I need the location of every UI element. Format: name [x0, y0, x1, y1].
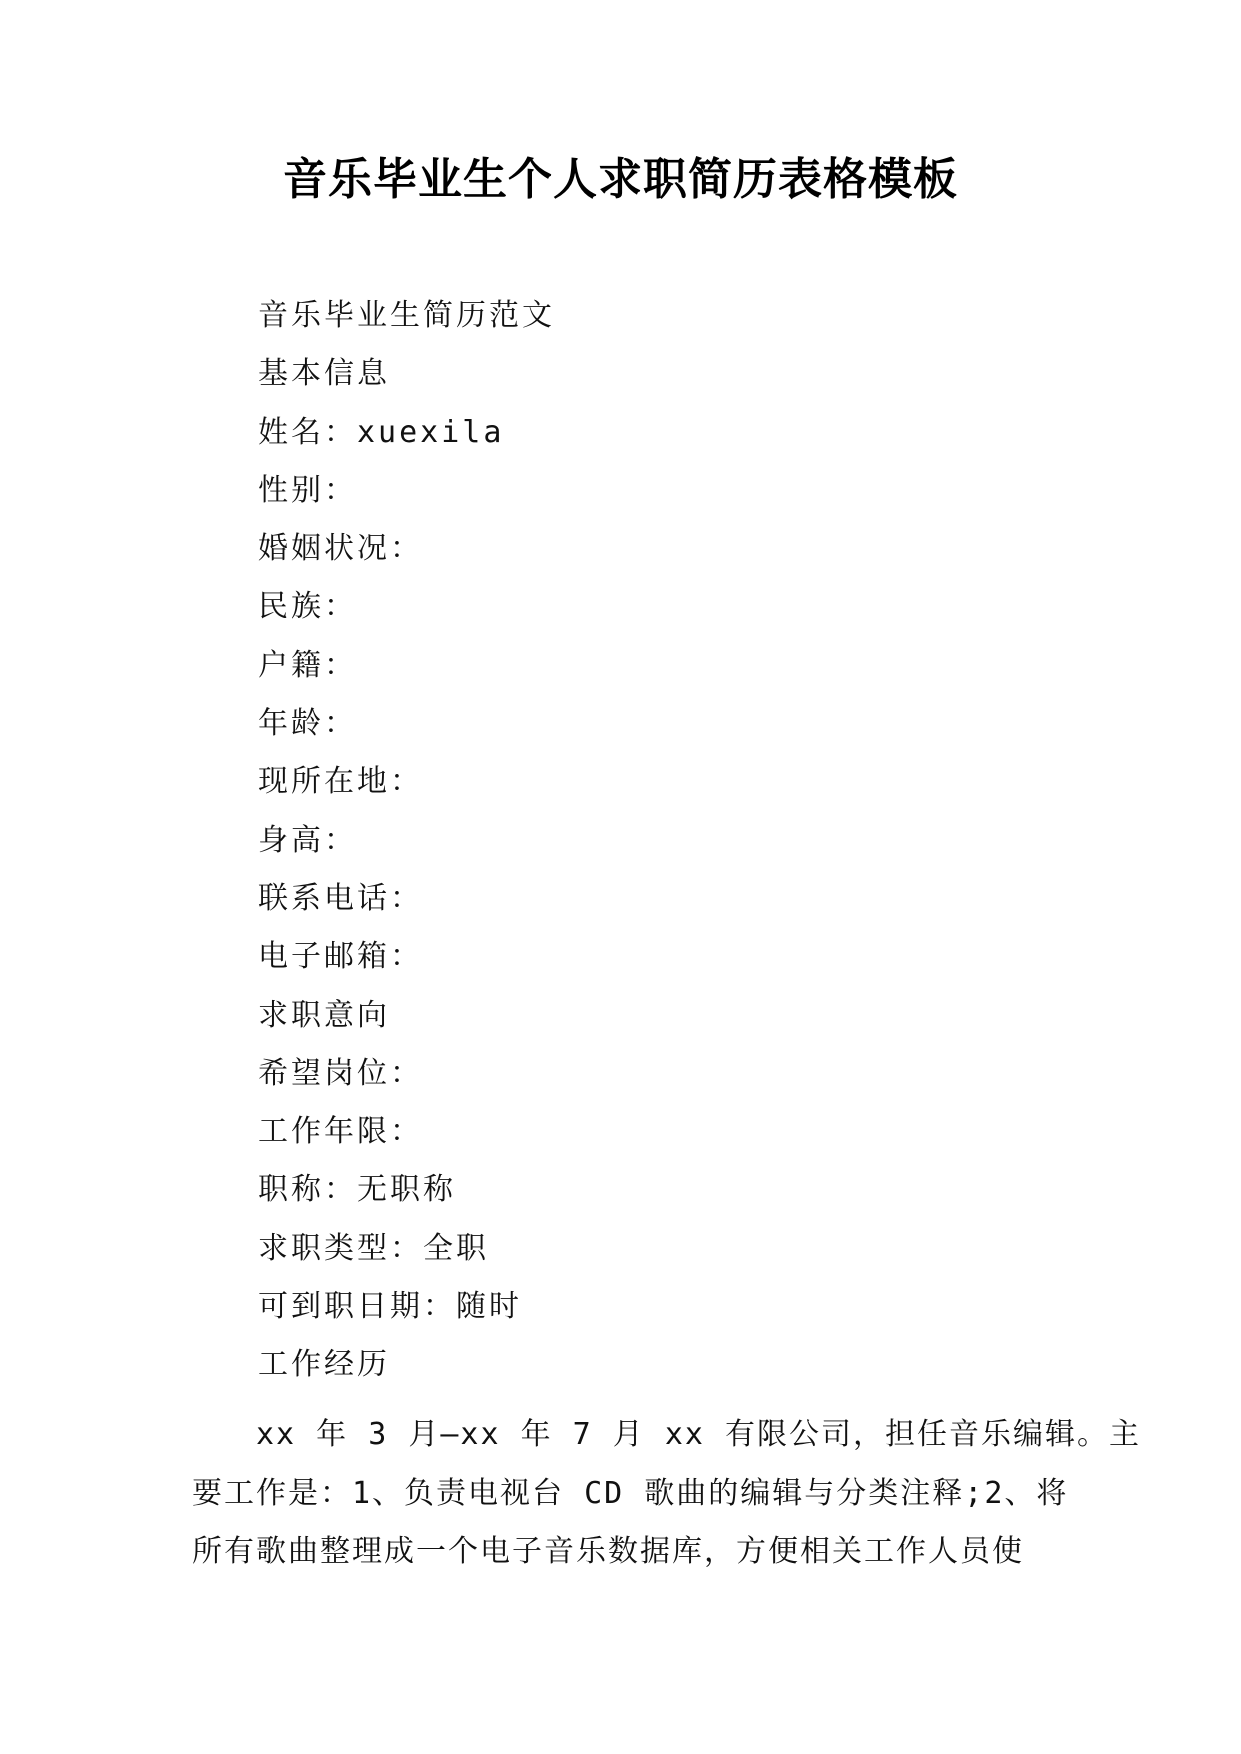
field-phone: 联系电话：: [258, 880, 423, 916]
section-heading-job-intention: 求职意向: [258, 997, 390, 1033]
document-title: 音乐毕业生个人求职简历表格模板: [283, 154, 958, 205]
field-household-registration: 户籍：: [258, 647, 357, 683]
field-email: 电子邮箱：: [258, 939, 423, 975]
field-current-location: 现所在地：: [258, 764, 423, 800]
field-professional-title: 职称：无职称: [258, 1172, 456, 1208]
field-height: 身高：: [258, 822, 357, 858]
section-heading-basic-info: 基本信息: [258, 356, 390, 392]
field-available-date: 可到职日期：随时: [258, 1289, 522, 1325]
field-name: 姓名：xuexila: [258, 414, 505, 450]
paragraph-line: 要工作是：1、负责电视台 CD 歌曲的编辑与分类注释;2、将: [192, 1475, 1069, 1511]
field-years-of-work: 工作年限：: [258, 1114, 423, 1150]
paragraph-line: xx 年 3 月—xx 年 7 月 xx 有限公司，担任音乐编辑。主: [256, 1417, 1142, 1452]
resume-fields: [258, 287, 1058, 1395]
work-experience-paragraph: [192, 1406, 1142, 1582]
field-marital-status: 婚姻状况：: [258, 531, 423, 567]
field-job-type: 求职类型：全职: [258, 1230, 489, 1266]
section-heading-sample: 音乐毕业生简历范文: [258, 298, 555, 333]
section-heading-work-experience: 工作经历: [258, 1347, 390, 1383]
field-gender: 性别：: [258, 472, 357, 508]
field-ethnicity: 民族：: [258, 589, 357, 625]
paragraph-line: 所有歌曲整理成一个电子音乐数据库，方便相关工作人员使: [192, 1534, 1024, 1569]
field-age: 年龄：: [258, 706, 357, 742]
field-desired-position: 希望岗位：: [258, 1055, 423, 1091]
